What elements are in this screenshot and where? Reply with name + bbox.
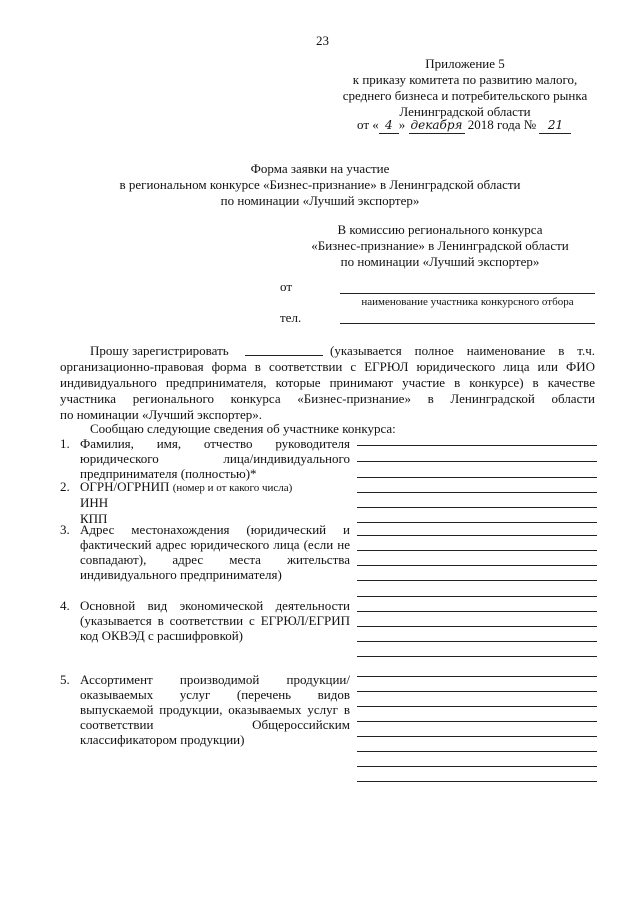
date-day-handwritten: 4 <box>379 117 399 134</box>
register-request-l4: участника регионального конкурса «Бизнес-признание» в Ленинградской области <box>60 391 595 406</box>
item-1-line-1: Фамилия, имя, отчество руководителя <box>80 436 350 451</box>
item-4-field-line[interactable] <box>357 641 597 642</box>
date-month-handwritten: декабря <box>409 117 465 134</box>
appendix-line-2: к приказу комитета по развитию малого, <box>352 72 578 87</box>
item-4-field-line[interactable] <box>357 611 597 612</box>
item-3-field-line[interactable] <box>357 565 597 566</box>
item-4-line-2: (указывается в соответствии с ЕГРЮЛ/ЕГРИП <box>80 613 350 628</box>
appendix-date: от « 4 » декабря 2018 года № 21 <box>357 117 571 134</box>
item-1-field-line[interactable] <box>357 477 597 478</box>
item-4-field-line[interactable] <box>357 656 597 657</box>
item-1-field-line[interactable] <box>357 445 597 446</box>
item-3-line-3: совпадают), адрес места жительства <box>80 552 350 567</box>
info-intro: Сообщаю следующие сведения об участнике конкурса: <box>90 421 396 436</box>
item-2-line-1: ОГРН/ОГРНИП (номер и от какого числа) <box>80 479 293 494</box>
item-2-ogrn-field[interactable] <box>357 492 597 493</box>
item-3-line-4: индивидуального предпринимателя) <box>80 567 282 582</box>
item-4-field-line[interactable] <box>357 596 597 597</box>
item-5-line-1: Ассортимент производимой продукции/ <box>80 672 350 687</box>
register-name-blank[interactable] <box>245 355 323 356</box>
item-4-line-3: код ОКВЭД с расшифровкой) <box>80 628 244 643</box>
register-request-l3: индивидуального предпринимателя, которые принимают участие в конкурсе) в качестве <box>60 375 595 390</box>
item-2-inn-field[interactable] <box>357 507 597 508</box>
from-label: от <box>280 279 293 294</box>
item-3-field-line[interactable] <box>357 550 597 551</box>
item-5-line-5: классификатором продукции) <box>80 732 245 747</box>
appendix-line-3: среднего бизнеса и потребительского рынка <box>342 88 588 103</box>
addressee-line-2: «Бизнес-признание» в Ленинградской области <box>311 238 569 253</box>
phone-field[interactable] <box>340 323 595 324</box>
form-title-line-2: в региональном конкурсе «Бизнес-признание» в Ленинградской области <box>119 177 521 192</box>
item-5-field-line[interactable] <box>357 691 597 692</box>
register-request-l5: по номинации «Лучший экспортер». <box>60 407 262 422</box>
register-request-l2: организационно-правовая форма в соответствии с ЕГРЮЛ юридического лица или ФИО <box>60 359 595 374</box>
item-5-line-3: выпускаемой продукции, оказываемых услуг в <box>80 702 350 717</box>
item-3-number: 3. <box>60 522 70 537</box>
item-4-line-1: Основной вид экономической деятельности <box>80 598 350 613</box>
phone-label: тел. <box>280 310 302 325</box>
item-5-field-line[interactable] <box>357 766 597 767</box>
appendix-line-4: Ленинградской области <box>399 104 531 119</box>
item-3-line-2: фактический адрес юридического лица (если не <box>80 537 350 552</box>
item-2-number: 2. <box>60 479 70 494</box>
item-5-field-line[interactable] <box>357 706 597 707</box>
item-2-kpp-label: КПП <box>80 511 108 526</box>
register-request-l1-end: (указывается полное наименование в т.ч. <box>330 343 595 358</box>
participant-name-caption: наименование участника конкурсного отбора <box>361 296 574 308</box>
item-3-line-1: Адрес местонахождения (юридический и <box>80 522 350 537</box>
order-number-handwritten: 21 <box>539 117 571 134</box>
item-5-field-line[interactable] <box>357 736 597 737</box>
item-5-field-line[interactable] <box>357 721 597 722</box>
addressee-line-1: В комиссию регионального конкурса <box>337 222 543 237</box>
page-number: 23 <box>316 33 329 48</box>
item-2-kpp-field[interactable] <box>357 522 597 523</box>
item-5-field-line[interactable] <box>357 751 597 752</box>
item-4-field-line[interactable] <box>357 626 597 627</box>
item-5-line-2: оказываемых услуг (перечень видов <box>80 687 350 702</box>
item-3-field-line[interactable] <box>357 580 597 581</box>
form-title-line-3: по номинации «Лучший экспортер» <box>220 193 420 208</box>
addressee-line-3: по номинации «Лучший экспортер» <box>340 254 540 269</box>
item-3-field-line[interactable] <box>357 535 597 536</box>
item-1-field-line[interactable] <box>357 461 597 462</box>
item-2-inn-label: ИНН <box>80 495 109 510</box>
item-5-field-line[interactable] <box>357 781 597 782</box>
item-1-line-3: предпринимателя (полностью)* <box>80 466 257 481</box>
participant-name-field[interactable] <box>340 293 595 294</box>
item-5-line-4: соответствии Общероссийским <box>80 717 350 732</box>
item-4-number: 4. <box>60 598 70 613</box>
item-5-field-line[interactable] <box>357 676 597 677</box>
item-5-number: 5. <box>60 672 70 687</box>
item-1-line-2: юридического лица/индивидуального <box>80 451 350 466</box>
form-title-line-1: Форма заявки на участие <box>250 161 390 176</box>
appendix-line-1: Приложение 5 <box>425 56 505 71</box>
item-1-number: 1. <box>60 436 70 451</box>
register-request-start: Прошу зарегистрировать <box>90 343 229 358</box>
